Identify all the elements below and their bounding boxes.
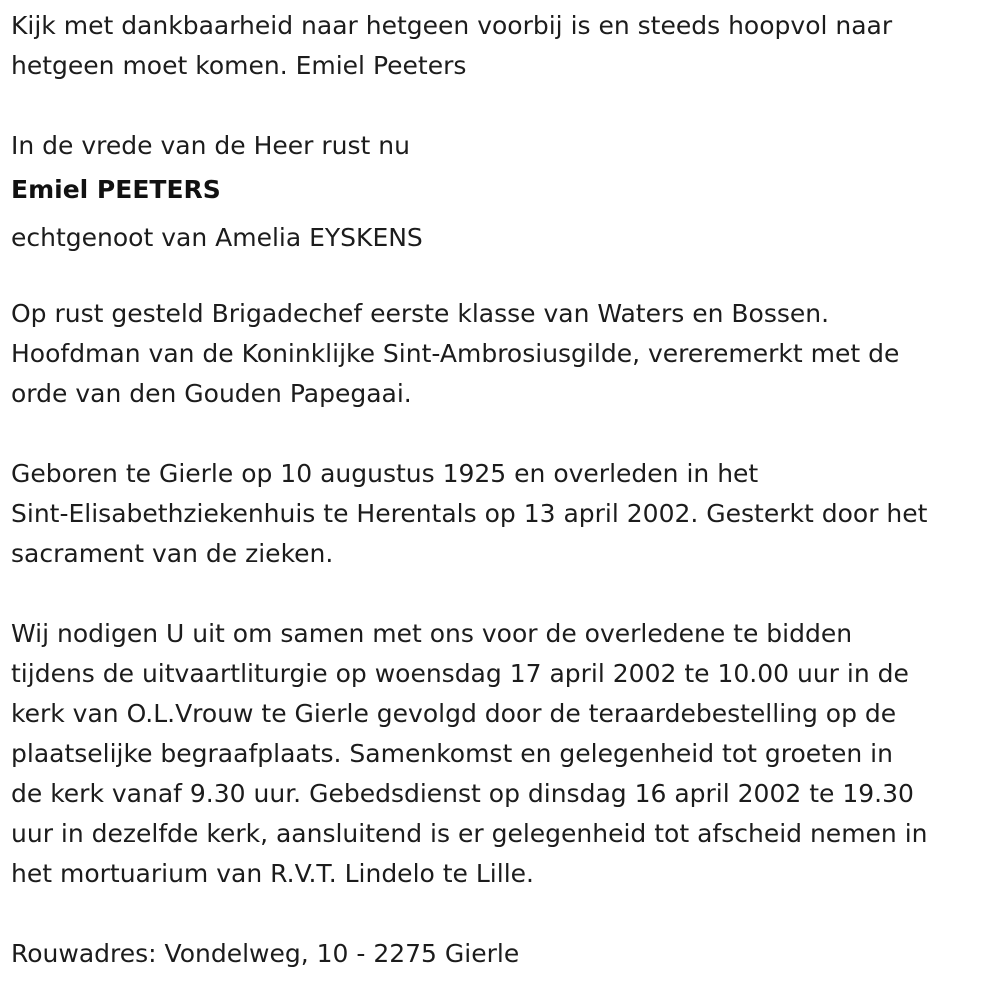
spacer [11, 262, 996, 294]
career-line: Op rust gesteld Brigadechef eerste klasse van Waters en Bossen. [11, 299, 830, 328]
announcement-block [11, 126, 996, 262]
life-line: Sint-Elisabethziekenhuis te Herentals op 13 april 2002. Gesterkt door het [11, 499, 928, 528]
invitation-line: kerk van O.L.Vrouw te Gierle gevolgd door de teraardebestelling op de [11, 699, 897, 728]
spouse-line: echtgenoot van Amelia EYSKENS [11, 223, 423, 252]
invitation-line: het mortuarium van R.V.T. Lindelo te Lille. [11, 859, 534, 888]
spacer [11, 894, 996, 934]
spacer [11, 574, 996, 614]
obituary-document [11, 6, 996, 974]
quote-block [11, 6, 996, 86]
invitation-block [11, 614, 996, 894]
quote-line: hetgeen moet komen. Emiel Peeters [11, 51, 467, 80]
life-line: Geboren te Gierle op 10 augustus 1925 en overleden in het [11, 459, 759, 488]
career-line: orde van den Gouden Papegaai. [11, 379, 412, 408]
career-block [11, 294, 996, 414]
announcement-intro: In de vrede van de Heer rust nu [11, 131, 410, 160]
life-block [11, 454, 996, 574]
spacer [11, 414, 996, 454]
invitation-line: Wij nodigen U uit om samen met ons voor de overledene te bidden [11, 619, 853, 648]
spacer [11, 86, 996, 126]
career-line: Hoofdman van de Koninklijke Sint-Ambrosiusgilde, vereremerkt met de [11, 339, 900, 368]
deceased-name: Emiel PEETERS [11, 175, 221, 204]
quote-line: Kijk met dankbaarheid naar hetgeen voorbij is en steeds hoopvol naar [11, 11, 893, 40]
mourning-address: Rouwadres: Vondelweg, 10 - 2275 Gierle [11, 939, 520, 968]
address-block [11, 934, 996, 974]
invitation-line: de kerk vanaf 9.30 uur. Gebedsdienst op dinsdag 16 april 2002 te 19.30 [11, 779, 914, 808]
life-line: sacrament van de zieken. [11, 539, 334, 568]
invitation-line: plaatselijke begraafplaats. Samenkomst en gelegenheid tot groeten in [11, 739, 893, 768]
invitation-line: tijdens de uitvaartliturgie op woensdag 17 april 2002 te 10.00 uur in de [11, 659, 909, 688]
invitation-line: uur in dezelfde kerk, aansluitend is er gelegenheid tot afscheid nemen in [11, 819, 928, 848]
